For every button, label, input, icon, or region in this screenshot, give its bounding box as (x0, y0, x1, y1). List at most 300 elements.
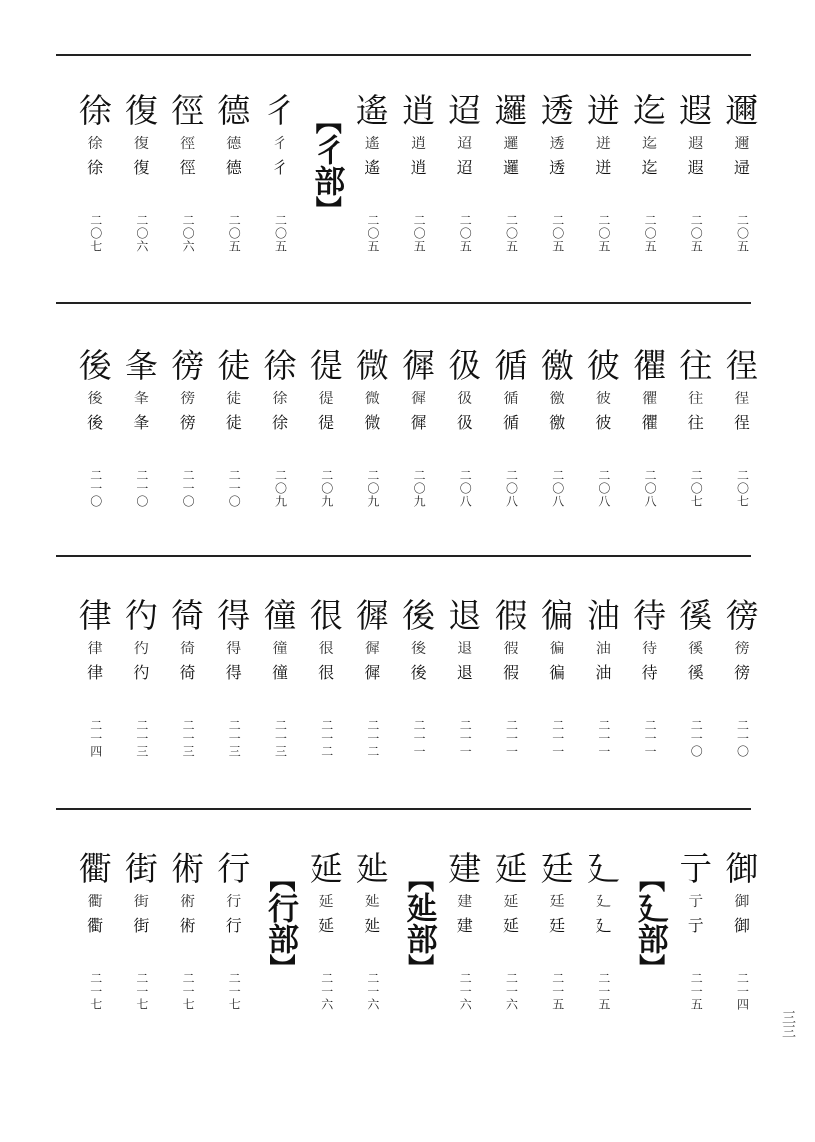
regular-form: 行 (225, 916, 242, 935)
page-reference: 二一五 (550, 972, 565, 1011)
character-entry (118, 597, 164, 758)
character-entry (211, 92, 257, 253)
bracket-close: 】 (403, 954, 434, 980)
character-entry (72, 597, 118, 758)
seal-form: 很 (318, 639, 334, 657)
character-entry (349, 850, 395, 1011)
headword: 廴 (586, 849, 620, 888)
headword: 徥 (309, 346, 343, 385)
character-entry (72, 347, 118, 508)
seal-form: 徸 (272, 639, 288, 657)
seal-form: 夆 (133, 389, 149, 407)
column-band (56, 91, 759, 302)
headword: 彳 (263, 91, 297, 130)
headword: 徲 (355, 596, 389, 635)
radical-label: 行部 (262, 892, 298, 954)
headword: 徲 (402, 346, 436, 385)
seal-form: 往 (688, 389, 704, 407)
seal-form: 徦 (503, 639, 519, 657)
headword: 徐 (263, 346, 297, 385)
character-entry (303, 347, 349, 508)
character-entry (349, 347, 395, 508)
row-divider (56, 302, 751, 304)
seal-form: 遙 (364, 134, 380, 152)
character-entry (534, 597, 580, 758)
page-reference: 二〇九 (319, 469, 334, 508)
regular-form: 迸 (595, 158, 612, 177)
column-band (56, 596, 759, 807)
regular-form: 後 (87, 413, 104, 432)
character-entry (118, 850, 164, 1011)
seal-form: 廷 (549, 892, 565, 910)
character-entry (580, 347, 626, 508)
character-entry (719, 347, 765, 508)
regular-form: 御 (733, 916, 750, 935)
regular-form: 徥 (318, 413, 335, 432)
character-entry (349, 92, 395, 253)
headword: 徒 (217, 346, 251, 385)
page-reference: 二〇五 (643, 214, 658, 253)
bracket-open: 【 (265, 866, 295, 892)
seal-form: 循 (503, 389, 519, 407)
seal-form: 徬 (180, 389, 196, 407)
character-entry (303, 597, 349, 758)
page-reference: 二一〇 (735, 719, 750, 758)
seal-form: 得 (226, 639, 242, 657)
character-entry (257, 597, 303, 758)
headword: 徛 (171, 596, 205, 635)
regular-form: 待 (641, 663, 658, 682)
character-entry (719, 850, 765, 1011)
character-entry (72, 850, 118, 1011)
character-entry (211, 347, 257, 508)
headword: 律 (78, 596, 112, 635)
character-entry (396, 597, 442, 758)
headword: 徧 (540, 596, 574, 635)
seal-form: 彼 (595, 389, 611, 407)
seal-form: 徑 (180, 134, 196, 152)
row-divider (56, 808, 751, 810)
regular-form: 透 (549, 158, 566, 177)
seal-form: 徐 (87, 134, 103, 152)
page-reference: 二一四 (88, 719, 103, 758)
regular-form: 迢 (456, 158, 473, 177)
page-reference: 二〇八 (504, 469, 519, 508)
character-entry (534, 347, 580, 508)
headword: 微 (355, 346, 389, 385)
headword: 透 (540, 91, 574, 130)
page-number: 三三 (780, 1010, 796, 1038)
regular-form: 循 (502, 413, 519, 432)
seal-form: 徬 (734, 639, 750, 657)
regular-form: 亍 (687, 916, 704, 935)
headword: 復 (124, 91, 158, 130)
character-entry (257, 347, 303, 508)
headword: 德 (217, 91, 251, 130)
seal-form: 彶 (457, 389, 473, 407)
headword: 術 (171, 849, 205, 888)
headword: 後 (78, 346, 112, 385)
seal-form: 律 (87, 639, 103, 657)
bracket-close: 】 (265, 954, 295, 980)
page-reference: 二〇九 (273, 469, 288, 508)
page-reference: 二一三 (181, 719, 196, 758)
bracket-open: 【 (634, 866, 665, 892)
page-reference: 二一七 (181, 972, 196, 1011)
headword: 街 (124, 849, 158, 888)
regular-form: 徐 (271, 413, 288, 432)
character-entry (488, 92, 534, 253)
regular-form: 遐 (687, 158, 704, 177)
page-reference: 二一〇 (227, 469, 242, 508)
seal-form: 亍 (688, 892, 704, 910)
headword: 逍 (402, 91, 436, 130)
seal-form: 廴 (595, 892, 611, 910)
page-reference: 二一三 (273, 719, 288, 758)
headword: 待 (633, 596, 667, 635)
column-band (56, 346, 759, 555)
character-entry (442, 597, 488, 758)
headword: 彴 (124, 596, 158, 635)
seal-form: 迢 (457, 134, 473, 152)
headword: 徼 (540, 346, 574, 385)
headword: 廷 (540, 849, 574, 888)
character-entry (580, 597, 626, 758)
character-entry (72, 92, 118, 253)
top-rule (56, 54, 751, 56)
seal-form: 逍 (411, 134, 427, 152)
character-entry (303, 850, 349, 1011)
character-entry (488, 597, 534, 758)
headword: 迄 (633, 91, 667, 130)
character-entry (396, 347, 442, 508)
seal-form: 街 (133, 892, 149, 910)
seal-form: 徒 (226, 389, 242, 407)
page-reference: 二一〇 (88, 469, 103, 508)
regular-form: 徸 (271, 663, 288, 682)
page-reference: 二一一 (596, 719, 611, 758)
headword: 徦 (494, 596, 528, 635)
bracket-close: 】 (311, 196, 342, 222)
seal-form: 後 (411, 639, 427, 657)
headword: 㢟 (355, 849, 389, 888)
headword: 徐 (78, 91, 112, 130)
seal-form: 徲 (364, 639, 380, 657)
headword: 遐 (679, 91, 713, 130)
regular-form: 退 (456, 663, 473, 682)
page-reference: 二〇六 (181, 214, 196, 253)
headword: 徬 (725, 596, 759, 635)
page-reference: 二〇五 (458, 214, 473, 253)
seal-form: 微 (364, 389, 380, 407)
row-divider (56, 555, 751, 557)
seal-form: 退 (457, 639, 473, 657)
headword: 循 (494, 346, 528, 385)
regular-form: 䢜 (733, 158, 750, 177)
seal-form: 御 (734, 892, 750, 910)
page-reference: 二一一 (643, 719, 658, 758)
regular-form: 徑 (179, 158, 196, 177)
headword: 建 (448, 849, 482, 888)
regular-form: 延 (318, 916, 335, 935)
character-entry (165, 92, 211, 253)
column-band (56, 849, 759, 1040)
page-reference: 二〇八 (550, 469, 565, 508)
character-entry (165, 347, 211, 508)
headword: 徸 (263, 596, 297, 635)
page-reference: 二一一 (412, 719, 427, 758)
seal-form: 徎 (734, 389, 750, 407)
character-entry (534, 92, 580, 253)
page-reference: 二〇五 (227, 214, 242, 253)
radical-label: 彳部 (308, 134, 345, 196)
page-reference: 二〇五 (504, 214, 519, 253)
page-reference: 二〇八 (596, 469, 611, 508)
regular-form: 遙 (364, 158, 381, 177)
page-reference: 二〇七 (88, 214, 103, 253)
headword: 亍 (679, 849, 713, 888)
seal-form: 後 (87, 389, 103, 407)
regular-form: 後 (410, 663, 427, 682)
page-reference: 二一六 (365, 972, 380, 1011)
regular-form: 夆 (133, 413, 150, 432)
character-entry (673, 347, 719, 508)
regular-form: 彶 (456, 413, 473, 432)
character-entry (627, 597, 673, 758)
character-entry (580, 92, 626, 253)
regular-form: 忂 (641, 413, 658, 432)
headword: 彼 (586, 346, 620, 385)
radical-heading (630, 866, 670, 980)
character-entry (627, 92, 673, 253)
page-reference: 二〇七 (735, 469, 750, 508)
regular-form: 徦 (502, 663, 519, 682)
regular-form: 徬 (733, 663, 750, 682)
headword: 徑 (171, 91, 205, 130)
seal-form: 術 (180, 892, 196, 910)
regular-form: 延 (502, 916, 519, 935)
regular-form: 徯 (687, 663, 704, 682)
character-entry (488, 850, 534, 1011)
character-entry (673, 850, 719, 1011)
page-reference: 二一七 (134, 972, 149, 1011)
page-reference: 二〇七 (689, 469, 704, 508)
regular-form: 徲 (410, 413, 427, 432)
regular-form: 逍 (410, 158, 427, 177)
radical-heading (306, 108, 346, 222)
page-reference: 二〇六 (134, 214, 149, 253)
seal-form: 彳 (272, 134, 288, 152)
headword: 退 (448, 596, 482, 635)
regular-form: 徲 (364, 663, 381, 682)
seal-form: 復 (133, 134, 149, 152)
regular-form: 徼 (549, 413, 566, 432)
seal-form: 行 (226, 892, 242, 910)
character-entry (211, 597, 257, 758)
headword: 迸 (586, 91, 620, 130)
regular-form: 建 (456, 916, 473, 935)
headword: 彶 (448, 346, 482, 385)
character-entry (673, 92, 719, 253)
page-reference: 二〇八 (643, 469, 658, 508)
seal-form: 邏 (503, 134, 519, 152)
regular-form: 徬 (179, 413, 196, 432)
page-reference: 二〇五 (735, 214, 750, 253)
regular-form: 很 (318, 663, 335, 682)
seal-form: 透 (549, 134, 565, 152)
seal-form: 遐 (688, 134, 704, 152)
headword: 御 (725, 849, 759, 888)
character-entry (719, 597, 765, 758)
page-reference: 二一一 (550, 719, 565, 758)
regular-form: 彳 (271, 158, 288, 177)
character-entry (627, 347, 673, 508)
headword: 衢 (78, 849, 112, 888)
regular-form: 徒 (225, 413, 242, 432)
character-entry (580, 850, 626, 1011)
regular-form: 街 (133, 916, 150, 935)
headword: 行 (217, 849, 251, 888)
page-reference: 二一四 (735, 972, 750, 1011)
page-reference: 二〇八 (458, 469, 473, 508)
character-entry (534, 850, 580, 1011)
headword: 延 (309, 849, 343, 888)
page-reference: 二一〇 (689, 719, 704, 758)
headword: 徯 (679, 596, 713, 635)
page-reference: 二一三 (134, 719, 149, 758)
page-reference: 二一七 (227, 972, 242, 1011)
seal-form: 油 (595, 639, 611, 657)
headword: 徎 (725, 346, 759, 385)
seal-form: 建 (457, 892, 473, 910)
character-entry (211, 850, 257, 1011)
page-reference: 二一一 (504, 719, 519, 758)
page-reference: 二〇五 (365, 214, 380, 253)
seal-form: 迄 (642, 134, 658, 152)
page-reference: 二一六 (458, 972, 473, 1011)
regular-form: 律 (87, 663, 104, 682)
radical-heading (260, 866, 300, 980)
seal-form: 徼 (549, 389, 565, 407)
seal-form: 邇 (734, 134, 750, 152)
regular-form: 㢟 (364, 916, 381, 935)
page-reference: 二一〇 (181, 469, 196, 508)
page-reference: 二〇五 (689, 214, 704, 253)
headword: 夆 (124, 346, 158, 385)
radical-heading (399, 866, 439, 980)
headword: 很 (309, 596, 343, 635)
seal-form: 忂 (642, 389, 658, 407)
character-entry (442, 347, 488, 508)
character-entry (165, 850, 211, 1011)
page-reference: 二一一 (458, 719, 473, 758)
character-entry (165, 597, 211, 758)
character-entry (118, 347, 164, 508)
seal-form: 延 (503, 892, 519, 910)
headword: 徬 (171, 346, 205, 385)
regular-form: 迄 (641, 158, 658, 177)
page-reference: 二一五 (596, 972, 611, 1011)
regular-form: 廴 (595, 916, 612, 935)
seal-form: 徐 (272, 389, 288, 407)
headword: 得 (217, 596, 251, 635)
page-reference: 二一二 (365, 719, 380, 758)
character-entry (442, 92, 488, 253)
regular-form: 徎 (733, 413, 750, 432)
headword: 邏 (494, 91, 528, 130)
character-entry (349, 597, 395, 758)
headword: 往 (679, 346, 713, 385)
page-reference: 二〇五 (273, 214, 288, 253)
seal-form: 徲 (411, 389, 427, 407)
page-reference: 二一五 (689, 972, 704, 1011)
headword: 遙 (355, 91, 389, 130)
regular-form: 邏 (502, 158, 519, 177)
headword: 油 (586, 596, 620, 635)
regular-form: 往 (687, 413, 704, 432)
seal-form: 德 (226, 134, 242, 152)
regular-form: 衢 (87, 916, 104, 935)
regular-form: 德 (225, 158, 242, 177)
headword: 邇 (725, 91, 759, 130)
bracket-open: 【 (311, 108, 342, 134)
regular-form: 彼 (595, 413, 612, 432)
page-reference: 二一六 (504, 972, 519, 1011)
character-entry (488, 347, 534, 508)
page-reference: 二一〇 (134, 469, 149, 508)
seal-form: 徛 (180, 639, 196, 657)
headword: 迢 (448, 91, 482, 130)
page-reference: 二〇五 (550, 214, 565, 253)
headword: 後 (402, 596, 436, 635)
page-reference: 二〇九 (412, 469, 427, 508)
page-reference: 二〇九 (365, 469, 380, 508)
radical-label: 廴部 (631, 892, 668, 954)
character-entry (257, 92, 303, 253)
regular-form: 徐 (87, 158, 104, 177)
character-entry (719, 92, 765, 253)
regular-form: 微 (364, 413, 381, 432)
bracket-close: 】 (634, 954, 665, 980)
character-entry (396, 92, 442, 253)
seal-form: 衢 (87, 892, 103, 910)
page-reference: 二一二 (319, 719, 334, 758)
radical-label: 㢟部 (400, 892, 437, 954)
seal-form: 迸 (595, 134, 611, 152)
seal-form: 㢟 (364, 892, 380, 910)
seal-form: 待 (642, 639, 658, 657)
regular-form: 廷 (549, 916, 566, 935)
seal-form: 徧 (549, 639, 565, 657)
character-entry (673, 597, 719, 758)
headword: 忂 (633, 346, 667, 385)
regular-form: 術 (179, 916, 196, 935)
page-reference: 二一六 (319, 972, 334, 1011)
seal-form: 延 (318, 892, 334, 910)
regular-form: 徧 (549, 663, 566, 682)
seal-form: 彴 (133, 639, 149, 657)
character-entry (442, 850, 488, 1011)
headword: 延 (494, 849, 528, 888)
regular-form: 彴 (133, 663, 150, 682)
page-reference: 二〇五 (412, 214, 427, 253)
page-reference: 二一七 (88, 972, 103, 1011)
page-reference: 二一三 (227, 719, 242, 758)
regular-form: 油 (595, 663, 612, 682)
character-entry (118, 92, 164, 253)
seal-form: 徯 (688, 639, 704, 657)
regular-form: 復 (133, 158, 150, 177)
